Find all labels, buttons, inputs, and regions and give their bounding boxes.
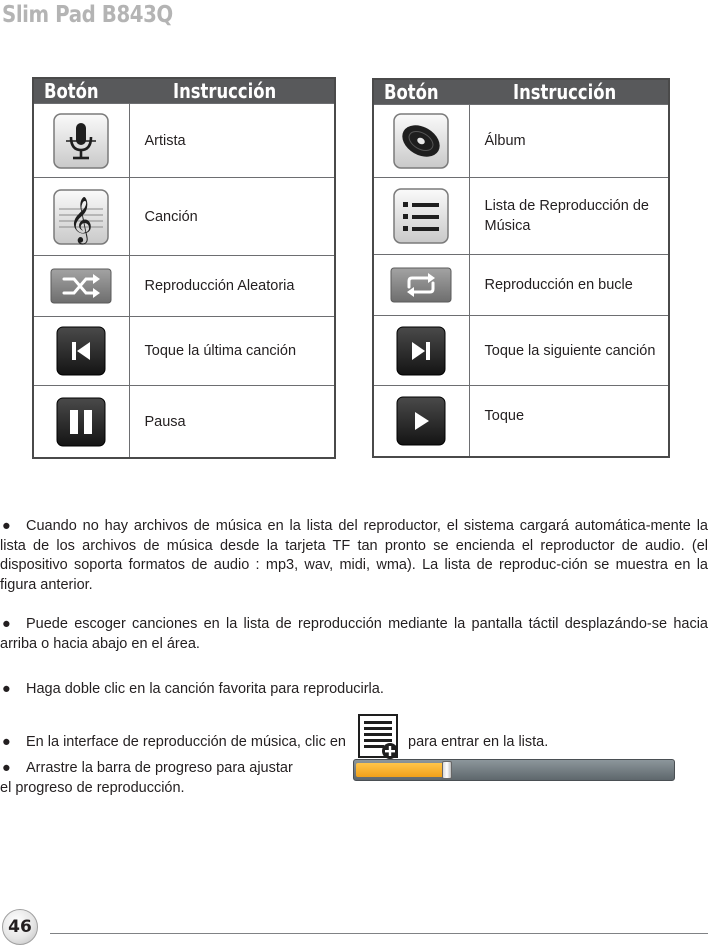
bullet-marker: ●	[2, 760, 11, 776]
progress-bar-fill	[356, 763, 448, 777]
right-row-4-icon-cell	[373, 316, 469, 386]
bullet-1	[0, 517, 708, 595]
bullet-4	[0, 714, 708, 760]
bullet-3-text: Haga doble clic en la canción favorita para reproducirla.	[26, 681, 384, 697]
play-icon	[396, 396, 446, 446]
bullet-2	[0, 615, 708, 654]
left-row-1-icon-cell	[33, 104, 129, 178]
vinyl-disc-icon	[393, 113, 449, 169]
right-row-5-text: Toque	[469, 386, 669, 457]
left-row-4-text: Toque la última canción	[129, 316, 335, 385]
page-number-badge: 46	[2, 909, 38, 945]
right-row-1-icon-cell	[373, 105, 469, 178]
bullet-4-text-after: para entrar en la lista.	[408, 734, 549, 750]
right-row-3-text: Reproducción en bucle	[469, 255, 669, 316]
bullet-marker: ●	[2, 734, 11, 750]
left-row-5-text: Pausa	[129, 386, 335, 458]
left-row-3-icon-cell	[33, 255, 129, 316]
right-button-table	[372, 78, 670, 458]
right-col-button-header: Botón	[373, 79, 469, 105]
left-row-4-icon-cell	[33, 316, 129, 385]
bullet-4-text-before: En la interface de reproducción de música, clic en	[26, 734, 346, 750]
footer-rule	[50, 933, 708, 934]
bullet-1-text: Cuando no hay archivos de música en la lista del reproductor, el sistema cargará automática-mente la lista de los archivos de música desde la tarjeta TF tan pronto se encienda el reproductor de audio. (el dispositivo soporta formatos de audio : mp3, wav, midi, wma). La lista de reproduc-ción se muestra en la figura anterior.	[0, 518, 708, 593]
left-col-button-header: Botón	[33, 78, 129, 104]
microphone-icon	[53, 113, 109, 169]
left-row-1-text: Artista	[129, 104, 335, 178]
repeat-icon	[390, 267, 452, 303]
left-row-2-text: Canción	[129, 178, 335, 255]
svg-text:𝄞: 𝄞	[69, 196, 94, 243]
next-track-icon	[396, 326, 446, 376]
bullet-marker: ●	[2, 681, 11, 697]
playlist-icon	[393, 188, 449, 244]
previous-track-icon	[56, 326, 106, 376]
bullet-5-text-line1: Arrastre la barra de progreso para ajustar	[26, 760, 293, 776]
right-row-5-icon-cell	[373, 386, 469, 457]
left-row-3-text: Reproducción Aleatoria	[129, 255, 335, 316]
right-row-3-icon-cell	[373, 255, 469, 316]
bullet-5-text-line2: el progreso de reproducción.	[0, 779, 185, 796]
page-header-title: Slim Pad B843Q	[2, 2, 173, 28]
playlist-add-icon[interactable]	[358, 714, 400, 760]
right-row-4-text: Toque la siguiente canción	[469, 316, 669, 386]
bullet-marker: ●	[2, 518, 11, 534]
right-row-1-text: Álbum	[469, 105, 669, 178]
bullet-2-text: Puede escoger canciones en la lista de reproducción mediante la pantalla táctil desplazándo-se hacia arriba o hacia abajo en el área.	[0, 616, 708, 652]
right-row-2-text: Lista de Reproducción de Música	[469, 178, 669, 255]
right-col-instruction-header: Instrucción	[469, 79, 669, 105]
bullet-marker: ●	[2, 616, 11, 632]
treble-clef-icon	[53, 189, 109, 245]
pause-icon	[56, 397, 106, 447]
left-button-table	[32, 77, 336, 459]
progress-bar[interactable]	[353, 759, 675, 781]
left-row-2-icon-cell	[33, 178, 129, 255]
shuffle-icon	[50, 268, 112, 304]
progress-bar-handle[interactable]	[442, 761, 452, 779]
right-row-2-icon-cell	[373, 178, 469, 255]
bullet-3	[0, 680, 708, 700]
left-row-5-icon-cell	[33, 386, 129, 458]
left-col-instruction-header: Instrucción	[129, 78, 335, 104]
